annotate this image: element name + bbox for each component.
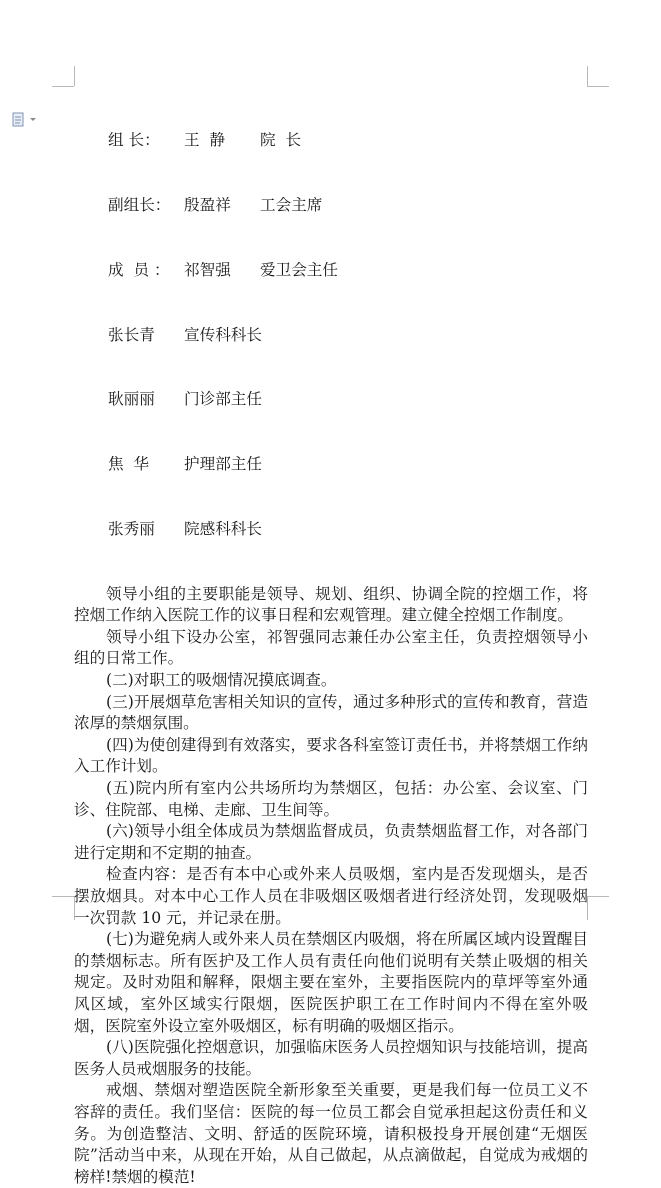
paste-options-icon[interactable] bbox=[12, 112, 42, 128]
roster-row bbox=[108, 454, 588, 476]
crop-mark-top-left bbox=[74, 66, 75, 86]
roster-row bbox=[108, 130, 588, 152]
roster-title: 院 长 bbox=[260, 131, 302, 150]
crop-mark-top-right bbox=[587, 66, 588, 86]
roster-name: 王 静 bbox=[184, 131, 226, 150]
paragraph: 戒烟、禁烟对塑造医院全新形象至关重要，更是我们每一位员工义不容辞的责任。我们坚信：医院的每一位员工都会自觉承担起这份责任和义务。为创造整洁、文明、舒适的医院环境，请积极投身开展创建“无烟医院”活动当中来，从现在开始，从自己做起，从点滴做起，自觉成为戒烟的榜样!禁烟的模范! bbox=[74, 1081, 588, 1186]
roster-row bbox=[108, 325, 588, 347]
paragraph: (六)领导小组全体成员为禁烟监督成员，负责禁烟监督工作，对各部门进行定期和不定期的抽查。 bbox=[74, 822, 588, 862]
paragraph: (二)对职工的吸烟情况摸底调查。 bbox=[106, 671, 337, 690]
crop-mark-bottom-right bbox=[587, 896, 609, 897]
paragraph: (五)院内所有室内公共场所均为禁烟区，包括：办公室、会议室、门诊、住院部、电梯、走廊、卫生间等。 bbox=[74, 779, 588, 819]
roster-name: 祁智强 bbox=[184, 260, 231, 279]
roster-row bbox=[108, 519, 588, 541]
roster-role: 耿丽丽 bbox=[108, 390, 155, 409]
roster-role: 组 长： bbox=[108, 131, 160, 150]
paragraph: (三)开展烟草危害相关知识的宣传，通过多种形式的宣传和教育，营造浓厚的禁烟氛围。 bbox=[74, 692, 588, 733]
roster-title: 爱卫会主任 bbox=[260, 260, 338, 279]
roster-role: 张秀丽 bbox=[108, 519, 155, 538]
roster-row bbox=[108, 389, 588, 411]
paragraph: (八)医院强化控烟意识，加强临床医务人员控烟知识与技能培训，提高医务人员戒烟服务的技能。 bbox=[74, 1038, 588, 1078]
paragraph: 检查内容：是否有本中心或外来人员吸烟，室内是否发现烟头，是否摆放烟具。对本中心工作人员在非吸烟区吸烟者进行经济处罚，发现吸烟一次罚款 10 元，并记录在册。 bbox=[74, 865, 588, 927]
crop-mark-top-right bbox=[587, 86, 609, 87]
paragraph: (七)为避免病人或外来人员在禁烟区内吸烟，将在所属区域内设置醒目的禁烟标志。所有医护及工作人员有责任向他们说明有关禁止吸烟的相关规定。及时劝阻和解释，限烟主要在室外，主要指医院内的草坪等室外通风区域，室外区域实行限烟，医院医护职工在工作时间内不得在室外吸烟，医院室外设立室外吸烟区，标有明确的吸烟区指示。 bbox=[74, 930, 588, 1035]
paragraph: 领导小组的主要职能是领导、规划、组织、协调全院的控烟工作，将控烟工作纳入医院工作的议事日程和宏观管理。建立健全控烟工作制度。 bbox=[74, 584, 588, 625]
leadership-roster bbox=[74, 87, 588, 584]
roster-title: 工会主席 bbox=[260, 195, 323, 214]
paragraph: 领导小组下设办公室，祁智强同志兼任办公室主任，负责控烟领导小组的日常工作。 bbox=[74, 627, 588, 668]
roster-row bbox=[108, 195, 588, 217]
roster-row bbox=[108, 260, 588, 282]
roster-role: 张长青 bbox=[108, 325, 155, 344]
roster-role: 副组长： bbox=[108, 195, 171, 214]
roster-title: 宣传科科长 bbox=[184, 325, 262, 344]
roster-role: 成 员 ： bbox=[108, 260, 170, 279]
roster-name: 殷盈祥 bbox=[184, 195, 231, 214]
roster-title: 院感科科长 bbox=[184, 519, 262, 538]
crop-mark-bottom-left bbox=[52, 896, 74, 897]
roster-role: 焦 华 bbox=[108, 455, 150, 474]
roster-title: 门诊部主任 bbox=[184, 390, 262, 409]
roster-title: 护理部主任 bbox=[184, 455, 262, 474]
document-body bbox=[74, 87, 588, 1188]
crop-mark-top-left bbox=[52, 86, 74, 87]
paragraph: (四)为使创建得到有效落实，要求各科室签订责任书，并将禁烟工作纳入工作计划。 bbox=[74, 735, 588, 776]
